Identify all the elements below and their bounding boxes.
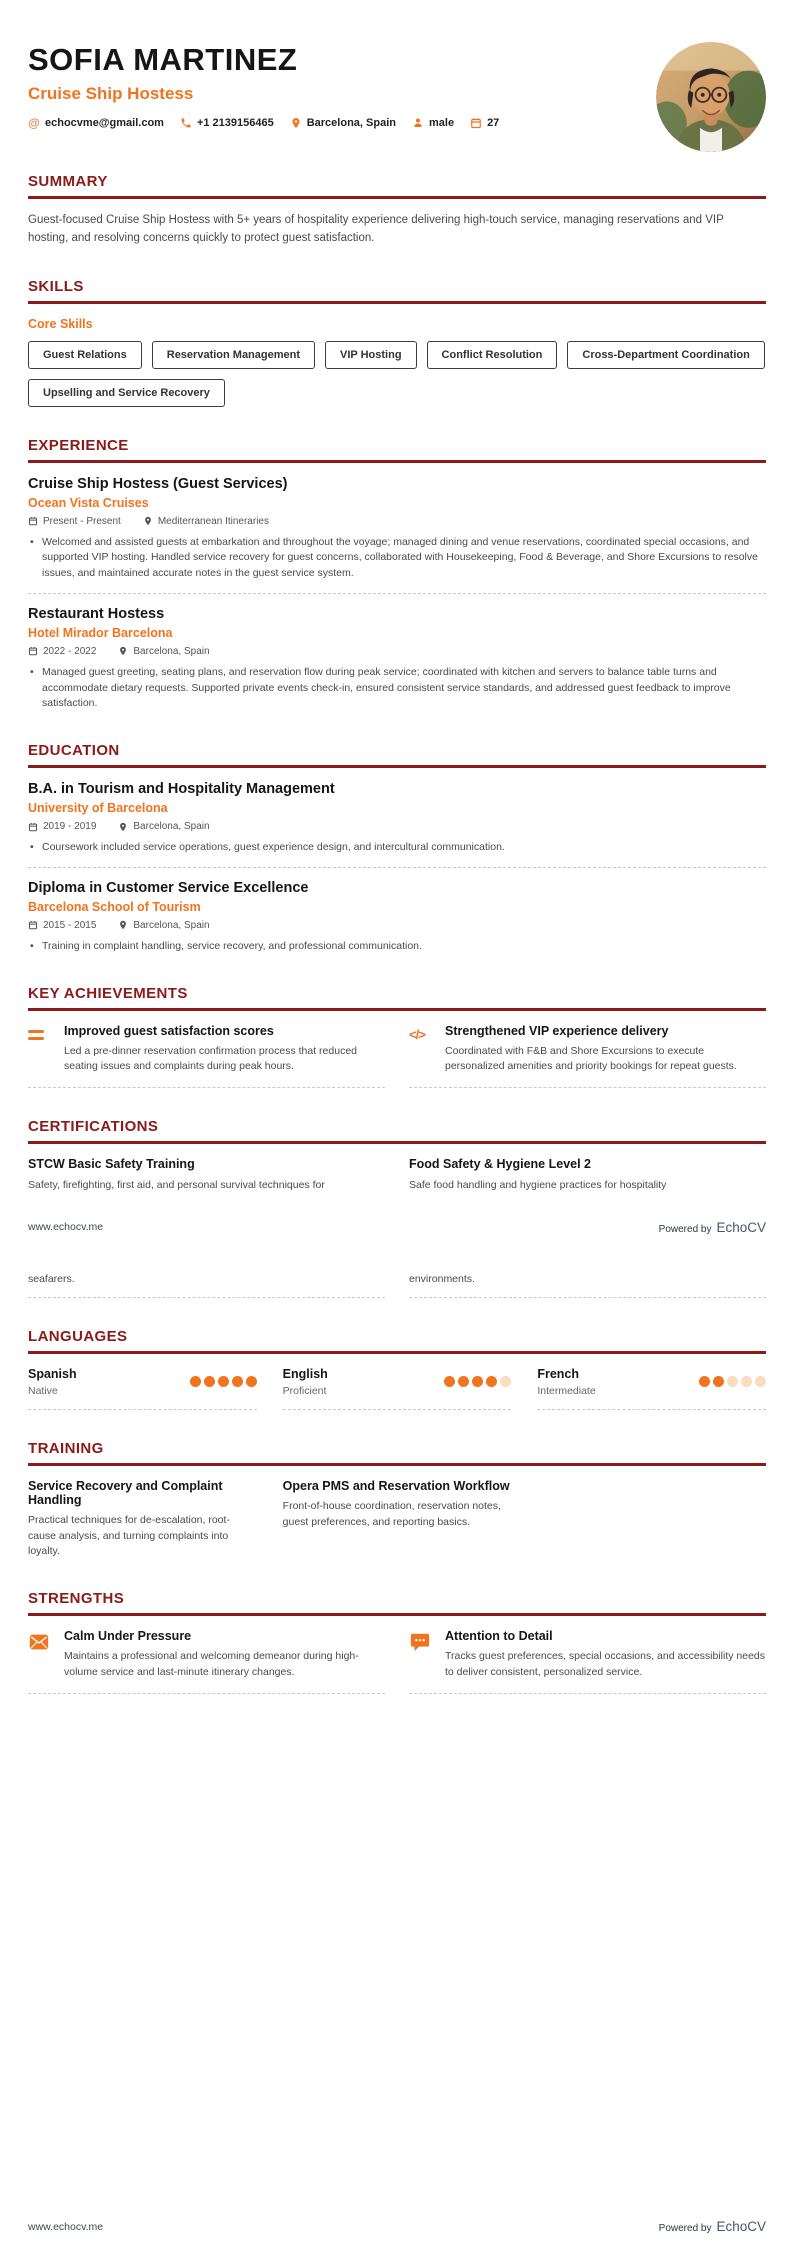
calendar-icon [28,920,38,930]
strength-title: Attention to Detail [445,1629,553,1644]
language-dot [218,1376,229,1387]
code-icon: </> [409,1026,425,1042]
language-dot [444,1376,455,1387]
education-dates-text: 2015 - 2015 [43,919,97,931]
page1-footer [28,1220,766,1235]
education-heading: EDUCATION [28,742,766,768]
training-title: Service Recovery and Complaint Handling [28,1478,223,1507]
training-item [28,1479,257,1560]
certification-item [409,1157,766,1194]
person-icon [412,117,424,129]
candidate-name: SOFIA MARTINEZ [28,42,298,77]
education-dates [28,821,96,832]
summary-heading: SUMMARY [28,173,766,199]
experience-location-text: Barcelona, Spain [133,645,210,657]
language-level: Proficient [282,1384,327,1397]
footer-powered-by [659,1220,766,1235]
location-pin-icon [118,920,128,930]
certifications-section [28,1118,766,1194]
experience-org: Hotel Mirador Barcelona [28,625,173,640]
education-degree: Diploma in Customer Service Excellence [28,879,309,896]
candidate-title: Cruise Ship Hostess [28,84,194,103]
contact-phone-text: +1 2139156465 [196,117,274,129]
skills-heading: SKILLS [28,278,766,304]
language-dot [741,1376,752,1387]
education-location-text: Barcelona, Spain [133,919,210,931]
language-level: Native [28,1384,58,1397]
summary-text: Guest-focused Cruise Ship Hostess with 5+ years of hospitality experience delivering high-touch service, managing reservations and VIP hosting, and resolving concerns quickly to protect guest satisfaction. [28,214,724,244]
education-bullet: • Coursework included service operations, guest experience design, and intercultural communication. [28,840,766,856]
education-location [118,920,209,931]
achievement-desc: Coordinated with F&B and Shore Excursions to execute personalized amenities and priority bookings for repeat guests. [445,1044,737,1073]
contact-phone [180,117,274,129]
language-proficiency-dots [444,1376,511,1387]
education-school: Barcelona School of Tourism [28,899,201,914]
experience-location [143,516,269,527]
education-school: University of Barcelona [28,801,168,816]
language-item [28,1367,257,1410]
achievement-desc: Led a pre-dinner reservation confirmation process that reduced seating issues and complaints during peak hours. [64,1044,357,1073]
languages-section [28,1328,766,1410]
footer-powered-prefix: Powered by [658,1223,712,1235]
language-item [537,1367,766,1410]
education-degree: B.A. in Tourism and Hospitality Management [28,781,335,798]
certification-title: Food Safety & Hygiene Level 2 [409,1157,591,1172]
phone-icon [180,117,192,129]
experience-location [118,646,209,657]
footer-site-url: www.echocv.me [28,1221,104,1234]
certification-item [28,1157,385,1194]
contact-age-text: 27 [487,117,500,129]
resume-header [28,42,766,129]
chat-bubble-icon [409,1629,433,1681]
calendar-icon [28,646,38,656]
page2-footer [28,2219,766,2234]
language-name: English [282,1366,328,1381]
experience-section [28,437,766,713]
calendar-icon [470,117,482,129]
location-pin-icon [118,646,128,656]
education-dates-text: 2019 - 2019 [43,821,97,833]
training-item [283,1479,512,1560]
language-name: Spanish [28,1366,77,1381]
language-item [283,1367,512,1410]
training-section [28,1440,766,1560]
certification-continuation-row [28,1273,766,1298]
certification-desc-continued: seafarers. [28,1273,385,1298]
key-achievements-heading: KEY ACHIEVEMENTS [28,985,766,1011]
training-desc: Front-of-house coordination, reservation notes, guest preferences, and reporting basics. [282,1499,501,1528]
language-dot [727,1376,738,1387]
experience-dates-text: Present - Present [43,515,121,527]
contact-age [470,117,499,129]
language-dot [190,1376,201,1387]
contact-location [290,117,396,129]
footer-brand: EchoCV [716,1219,766,1235]
equals-icon [28,1024,52,1076]
education-bullet: • Training in complaint handling, service recovery, and professional communication. [28,939,766,955]
experience-dates-text: 2022 - 2022 [43,645,97,657]
certification-desc: Safe food handling and hygiene practices for hospitality [409,1179,667,1192]
experience-dates [28,516,121,527]
education-entry [28,781,766,856]
language-dot [472,1376,483,1387]
certifications-heading: CERTIFICATIONS [28,1118,766,1144]
contact-row [28,117,636,129]
profile-photo-illustration [656,42,766,152]
envelope-icon [28,1629,52,1681]
language-dot [458,1376,469,1387]
footer-brand: EchoCV [716,2219,766,2234]
experience-role: Restaurant Hostess [28,605,165,622]
strength-desc: Tracks guest preferences, special occasions, and accessibility needs to deliver consistent, personalized service. [445,1650,766,1678]
achievement-title: Improved guest satisfaction scores [64,1023,274,1038]
skill-chip: Reservation Management [152,341,315,369]
certification-title: STCW Basic Safety Training [28,1157,195,1172]
footer-powered-prefix: Powered by [658,2223,712,2234]
entry-divider [28,867,766,868]
contact-email-text: echocvme@gmail.com [45,117,164,129]
achievement-item [28,1024,385,1089]
strength-item [409,1629,766,1694]
language-dot [699,1376,710,1387]
skill-chip: VIP Hosting [325,341,417,369]
language-dot [486,1376,497,1387]
certification-desc: Safety, firefighting, first aid, and personal survival techniques for [28,1179,325,1192]
training-desc: Practical techniques for de-escalation, root-cause analysis, and turning complaints into loyalty. [28,1513,230,1558]
education-dates [28,920,96,931]
footer-powered-by [659,2219,766,2234]
location-pin-icon [290,117,302,129]
profile-photo [656,42,766,152]
calendar-icon [28,516,38,526]
location-pin-icon [143,516,153,526]
training-heading: TRAINING [28,1440,766,1466]
calendar-icon [28,822,38,832]
education-location-text: Barcelona, Spain [133,821,210,833]
experience-heading: EXPERIENCE [28,437,766,463]
experience-bullet: • Welcomed and assisted guests at embarkation and throughout the voyage; managed dining and venue reservations, coordinated special occasions, and supported VIP hosting. Handled service recovery for guest concerns, collaborated with Housekeeping, Food & Beverage, and Shore Excursions to resolve issues, and maintained accurate notes in the guest service system. [28,535,766,582]
contact-email [28,117,164,129]
experience-entry [28,606,766,712]
language-proficiency-dots [190,1376,257,1387]
contact-gender-text: male [428,117,455,129]
language-name: French [537,1366,580,1381]
experience-bullet: • Managed guest greeting, seating plans, and reservation flow during peak service; coordinated with kitchen and servers to balance table turns and accommodate dietary requests. Supported private events check-in, ensured consistent service standards, and addressed guest feedback to improve satisfaction. [28,665,766,712]
language-dot [204,1376,215,1387]
strengths-heading: STRENGTHS [28,1590,766,1616]
key-achievements-section [28,985,766,1089]
location-pin-icon [118,822,128,832]
skill-chip: Cross-Department Coordination [567,341,764,369]
language-dot [755,1376,766,1387]
education-section [28,742,766,955]
language-dot [246,1376,257,1387]
strength-item [28,1629,385,1694]
skills-section [28,278,766,407]
languages-heading: LANGUAGES [28,1328,766,1354]
language-level: Intermediate [537,1384,596,1397]
language-dot [500,1376,511,1387]
language-proficiency-dots [699,1376,766,1387]
experience-dates [28,646,96,657]
skills-group-label: Core Skills [28,316,93,331]
skills-chip-list [28,341,766,407]
certification-desc-continued: environments. [409,1273,766,1298]
experience-org: Ocean Vista Cruises [28,495,149,510]
experience-location-text: Mediterranean Itineraries [157,515,269,527]
footer-site-url: www.echocv.me [28,2220,104,2233]
education-location [118,821,209,832]
achievement-title: Strengthened VIP experience delivery [445,1023,669,1038]
strength-desc: Maintains a professional and welcoming demeanor during high-volume service and last-minute itinerary changes. [64,1650,359,1678]
strength-title: Calm Under Pressure [64,1629,192,1644]
language-dot [713,1376,724,1387]
experience-role: Cruise Ship Hostess (Guest Services) [28,475,288,492]
summary-section [28,173,766,248]
contact-gender [412,117,454,129]
contact-location-text: Barcelona, Spain [306,117,396,129]
education-entry [28,880,766,955]
skill-chip: Guest Relations [28,341,142,369]
entry-divider [28,593,766,594]
skill-chip: Upselling and Service Recovery [28,379,225,407]
language-dot [232,1376,243,1387]
skill-chip: Conflict Resolution [427,341,558,369]
training-title: Opera PMS and Reservation Workflow [282,1478,510,1493]
at-icon: @ [28,116,40,130]
achievement-item [409,1024,766,1089]
strengths-section [28,1590,766,1694]
experience-entry [28,476,766,582]
